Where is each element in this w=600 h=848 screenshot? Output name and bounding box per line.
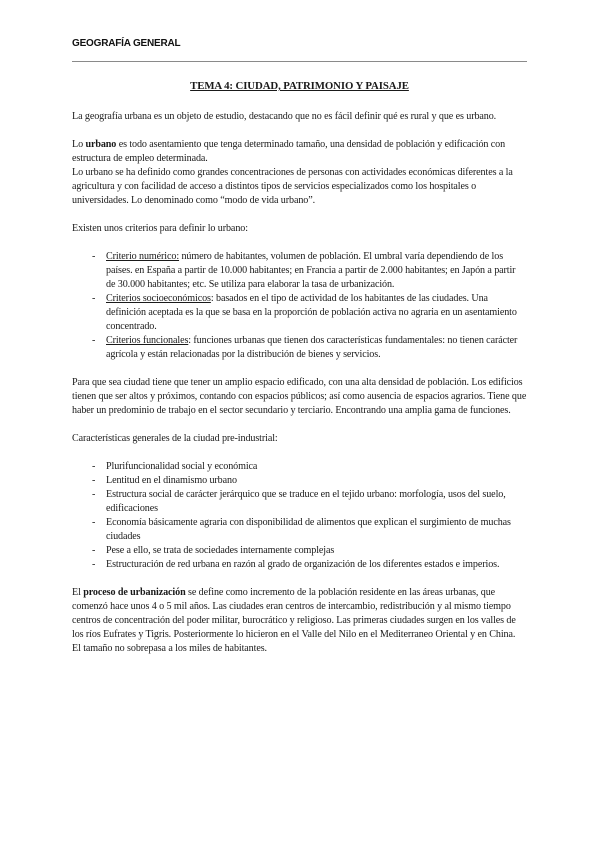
urbano-def-pre: Lo <box>72 139 86 150</box>
list-item <box>72 250 527 292</box>
criterios-list <box>72 250 527 362</box>
list-item-text: Estructuración de red urbana en razón al grado de organización de los diferentes estados e imperios. <box>106 559 500 570</box>
dash-bullet: - <box>92 251 96 262</box>
preindustrial-list <box>72 460 527 572</box>
list-item-text: Lentitud en el dinamismo urbano <box>106 475 237 486</box>
intro-paragraph: La geografía urbana es un objeto de estudio, destacando que no es fácil definir qué es rural y que es urbano. <box>72 111 497 122</box>
list-item-text: Economía básicamente agraria con disponibilidad de alimentos que explican el surgimiento de muchas ciudades <box>106 517 511 542</box>
criterio-text: : basados en el tipo de actividad de los habitantes de las ciudades. Una definición aceptada es la que se basa en la proporción de población activa no agraria en un asentamiento concentrado. <box>106 293 517 332</box>
list-item-text: Pese a ello, se trata de sociedades internamente complejas <box>106 545 335 556</box>
list-item <box>72 558 527 572</box>
urbano-def-post: es todo asentamiento que tenga determinado tamaño, una densidad de población y edificación con estructura de empleo determinada. <box>72 139 506 164</box>
proceso-post: se define como incremento de la población residente en las áreas urbanas, que comenzó hace unos 4 o 5 mil años. Las ciudades eran centros de intercambio, redistribución y al mismo tiempo centros de concentración del poder militar, burocrático y religioso. Las primeras ciudades surgen en los valles de los ríos Eufrates y Tigris. Posteriormente lo hicieron en el Valle del Nilo en el Mediterraneo Oriental y en China. <box>72 587 516 640</box>
dash-bullet: - <box>92 461 96 472</box>
proceso-paragraph <box>72 586 527 642</box>
proceso-pre: El <box>72 587 84 598</box>
criterio-label: Criterio numérico: <box>106 251 180 262</box>
running-header: GEOGRAFÍA GENERAL <box>72 38 181 49</box>
criterio-text: : funciones urbanas que tienen dos características fundamentales: no tienen carácter agrícola y están relacionadas por la distribución de bienes y servicios. <box>106 335 518 360</box>
tamano-paragraph: El tamaño no sobrepasa a los miles de habitantes. <box>72 643 267 654</box>
dash-bullet: - <box>92 293 96 304</box>
dash-bullet: - <box>92 559 96 570</box>
criterio-text: número de habitantes, volumen de población. El umbral varía dependiendo de los países. en España a partir de 10.000 habitantes; en Francia a partir de 2.000 habitantes; en Japón a partir de 30.000 habitantes; etc. Se utiliza para elaborar la tasa de urbanización. <box>106 251 516 290</box>
urbano-definition-2: Lo urbano se ha definido como grandes concentraciones de personas con actividades económicas diferentes a la agricultura y con facilidad de acceso a distintos tipos de servicios especializados como los hospitales o universidades. Lo denominado como “modo de vida urbano”. <box>72 167 513 206</box>
list-item <box>72 474 527 488</box>
list-item <box>72 460 527 474</box>
criterio-label: Criterios socioeconómicos <box>106 293 211 304</box>
ciudad-paragraph: Para que sea ciudad tiene que tener un amplio espacio edificado, con una alta densidad de población. Los edificios tienen que ser altos y próximos, contando con espacios públicos; así como ausencia de espacios agrarios. Tiene que haber un predominio de trabajo en el sector secundario y terciario. Encontrando una amplia gama de funciones. <box>72 377 527 416</box>
dash-bullet: - <box>92 489 96 500</box>
page-title: TEMA 4: CIUDAD, PATRIMONIO Y PAISAJE <box>190 80 409 92</box>
preindustrial-intro: Características generales de la ciudad pre-industrial: <box>72 433 278 444</box>
proceso-term: proceso de urbanización <box>83 587 186 598</box>
list-item <box>72 516 527 544</box>
urbano-definition <box>72 138 527 166</box>
list-item <box>72 544 527 558</box>
document-body <box>72 110 527 656</box>
list-item <box>72 334 527 362</box>
dash-bullet: - <box>92 545 96 556</box>
list-item <box>72 292 527 334</box>
header-rule <box>72 61 527 62</box>
criterio-label: Criterios funcionales <box>106 335 189 346</box>
list-item-text: Estructura social de carácter jerárquico que se traduce en el tejido urbano: morfología, usos del suelo, edificaciones <box>106 489 506 514</box>
list-item <box>72 488 527 516</box>
criterios-intro: Existen unos criterios para definir lo urbano: <box>72 223 248 234</box>
list-item-text: Plurifuncionalidad social y económica <box>106 461 258 472</box>
dash-bullet: - <box>92 335 96 346</box>
urbano-term: urbano <box>85 139 117 150</box>
dash-bullet: - <box>92 475 96 486</box>
dash-bullet: - <box>92 517 96 528</box>
